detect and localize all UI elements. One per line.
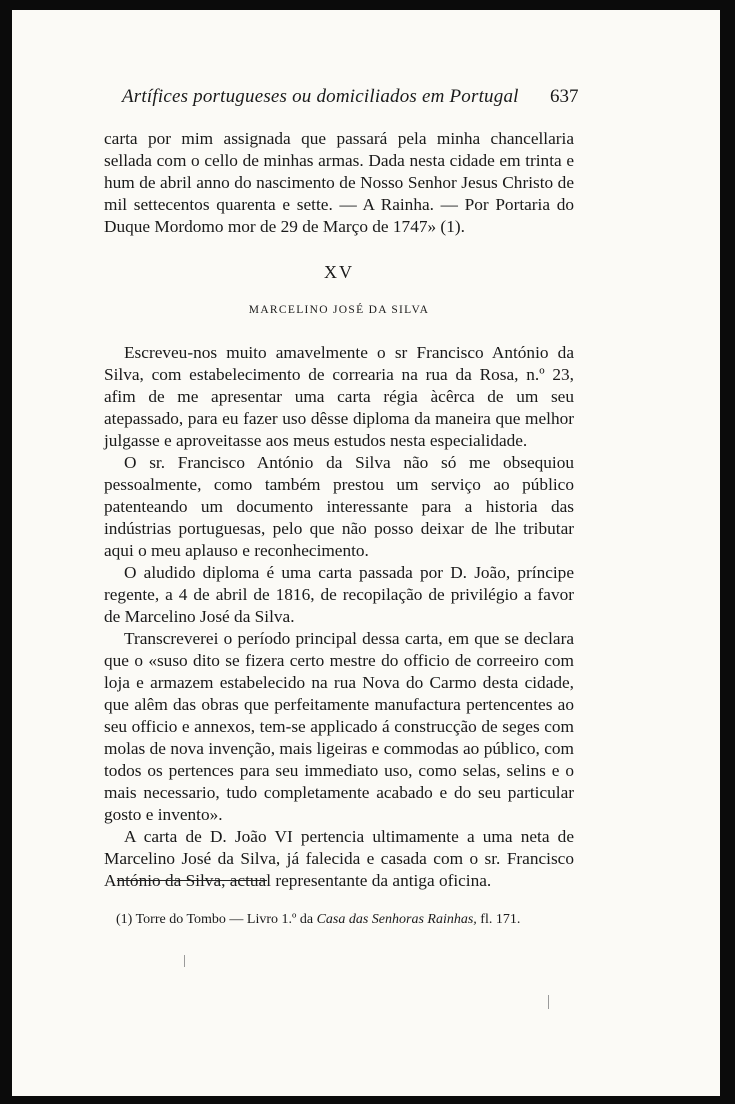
scan-speck xyxy=(184,955,185,967)
scan-speck xyxy=(548,995,549,1009)
paragraph: Transcreverei o período principal dessa carta, em que se declara que o «suso dito se fizera certo mestre do officio de correeiro com loja e armazem estabelecido na rua Nova do Carmo desta cidade, que alêm das obras que perfeitamente manufactura pertencentes ao seu officio e annexos, tem-se applicado á construcção de seges com molas de nova invenção, mais ligeiras e commodas ao público, com todos os pertences para seu immediato uso, como selas, selins e o mais necessario, tudo completamente acabado e do seu particular gosto e invento». xyxy=(104,629,574,824)
footnote-divider xyxy=(117,880,267,881)
paragraph: A carta de D. João VI pertencia ultimamente a uma neta de Marcelino José da Silva, já falecida e casada com o sr. Francisco António da Silva, actual representante da antiga oficina. xyxy=(104,827,574,890)
book-page xyxy=(12,10,720,1096)
footnote xyxy=(116,910,572,930)
footnote-folio: fl. 171. xyxy=(480,912,521,927)
running-header xyxy=(12,82,720,112)
section-number: XV xyxy=(324,262,354,282)
section-title: MARCELINO JOSÉ DA SILVA xyxy=(248,304,430,316)
footnote-marker: (1) xyxy=(116,912,133,927)
paragraph: O sr. Francisco António da Silva não só me obsequiou pessoalmente, como também prestou um serviço ao público patenteando um documento interessante para a historia das indústrias portuguesas, pelo que não posso deixar de lhe tributar aqui o meu aplauso e reconhecimento. xyxy=(104,453,574,560)
footnote-source: Torre do Tombo — Livro 1.º da xyxy=(135,912,314,927)
footnote-title: Casa das Senhoras Rainhas, xyxy=(316,912,477,927)
opening-paragraph: carta por mim assignada que passará pela minha chancellaria sellada com o cello de minhas armas. Dada nesta cidade em trinta e hum de abril anno do nascimento de Nosso Senhor Jesus Christo de mil settecentos quarenta e sette. — A Rainha. — Por Portaria do Duque Mordomo mor de 29 de Março de 1747» (1). xyxy=(104,129,574,236)
paragraph: Escreveu-nos muito amavelmente o sr Francisco António da Silva, com estabelecimento de correaria na rua da Rosa, n.º 23, afim de me apresentar uma carta régia àcêrca de um seu atepassado, para eu fazer uso dêsse diploma da maneira que melhor julgasse e aproveitasse aos meus estudos nesta especialidade. xyxy=(104,343,574,450)
page-number: 637 xyxy=(550,86,579,107)
main-text xyxy=(104,128,574,892)
paragraph: O aludido diploma é uma carta passada por D. João, príncipe regente, a 4 de abril de 1816, de recopilação de privilégio a favor de Marcelino José da Silva. xyxy=(104,563,574,626)
running-title: Artífices portugueses ou domiciliados em Portugal xyxy=(122,86,519,107)
